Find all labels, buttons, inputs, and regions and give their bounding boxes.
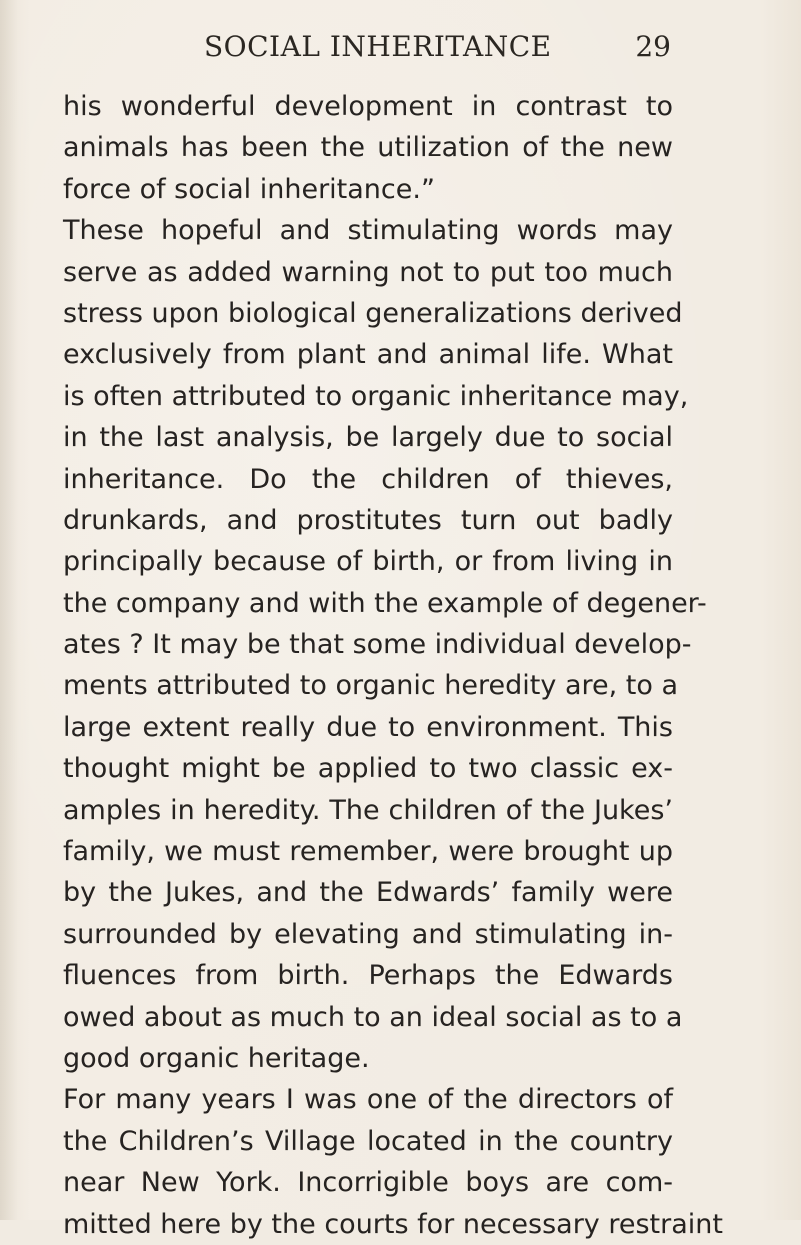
text-line: good organic heritage.: [63, 1042, 370, 1074]
text-line: serve as added warning not to put too much: [63, 256, 673, 288]
text-line: the company and with the example of degener-: [63, 587, 707, 619]
text-line: near New York. Incorrigible boys are com-: [63, 1167, 673, 1199]
text-line: animals has been the utilization of the new: [63, 132, 673, 164]
text-line: owed about as much to an ideal social as to a: [63, 1001, 683, 1033]
text-line: his wonderful development in contrast to: [63, 91, 673, 122]
text-line: inheritance. Do the children of thieves,: [63, 463, 673, 495]
text-line: exclusively from plant and animal life. What: [63, 339, 673, 371]
text-line: surrounded by elevating and stimulating in-: [63, 918, 673, 950]
text-line: ments attributed to organic heredity are, to a: [63, 670, 679, 702]
text-line: family, we must remember, were brought up: [63, 836, 673, 868]
text-line: force of social inheritance.”: [63, 173, 435, 205]
text-line: For many years I was one of the directors of: [63, 1084, 673, 1116]
running-title: SOCIAL INHERITANCE: [204, 30, 552, 63]
text-line: These hopeful and stimulating words may: [63, 215, 673, 247]
text-line: amples in heredity. The children of the Jukes’: [63, 794, 673, 826]
text-line: thought might be applied to two classic ex-: [63, 753, 673, 785]
text-line: large extent really due to environment. This: [63, 711, 673, 743]
body-text: [63, 86, 723, 1245]
text-line: ates ? It may be that some individual develop-: [63, 629, 692, 661]
text-line: in the last analysis, be largely due to social: [63, 422, 673, 454]
text-line: stress upon biological generalizations derived: [63, 297, 683, 329]
text-line: by the Jukes, and the Edwards’ family were: [63, 877, 673, 909]
text-line: mitted here by the courts for necessary restraint: [63, 1208, 723, 1240]
text-line: principally because of birth, or from living in: [63, 546, 673, 578]
text-line: drunkards, and prostitutes turn out badly: [63, 504, 673, 536]
text-line: is often attributed to organic inheritance may,: [63, 380, 689, 412]
text-line: the Children’s Village located in the country: [63, 1125, 673, 1157]
page-number: 29: [635, 30, 671, 63]
running-head: [63, 26, 671, 70]
text-line: fluences from birth. Perhaps the Edwards: [63, 960, 673, 992]
page-gutter-shadow: [0, 0, 18, 1220]
